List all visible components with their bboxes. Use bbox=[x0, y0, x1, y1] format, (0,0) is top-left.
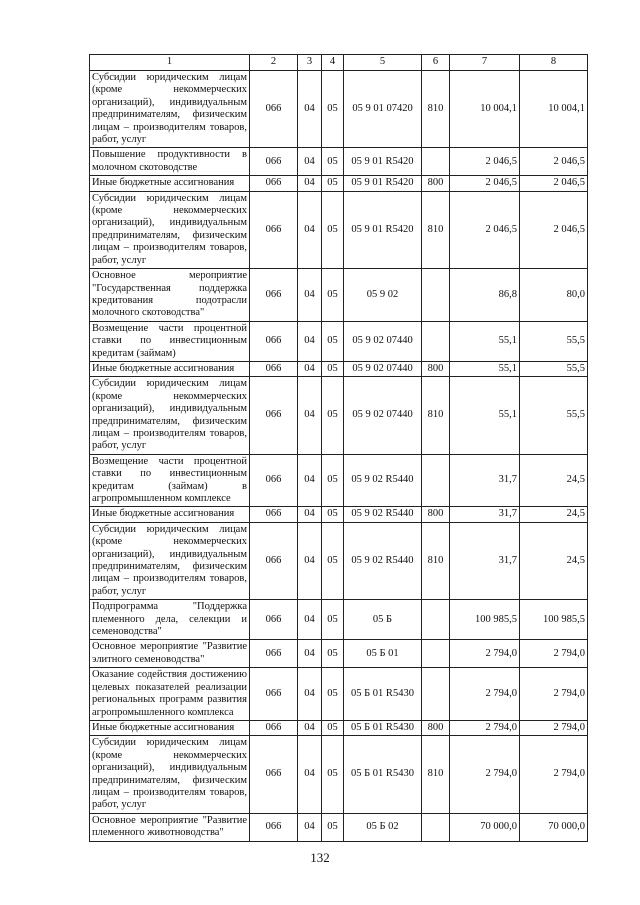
amount-col7-cell: 2 794,0 bbox=[450, 720, 520, 735]
amount-col8-cell: 2 794,0 bbox=[520, 668, 588, 721]
section-cell: 04 bbox=[298, 600, 322, 640]
table-row bbox=[90, 269, 588, 322]
row-name-cell: Повышение продуктивности в молочном скотоводстве bbox=[90, 148, 250, 176]
amount-col7-cell: 2 794,0 bbox=[450, 736, 520, 813]
amount-col7-cell: 100 985,5 bbox=[450, 600, 520, 640]
row-name-cell: Оказание содействия достижению целевых показателей реализации региональных программ развития агропромышленного комплекса bbox=[90, 668, 250, 721]
admin-code-cell: 066 bbox=[250, 361, 298, 376]
target-article-cell: 05 9 02 07440 bbox=[344, 361, 422, 376]
amount-col8-cell: 2 046,5 bbox=[520, 176, 588, 191]
admin-code-cell: 066 bbox=[250, 736, 298, 813]
table-header bbox=[90, 55, 588, 71]
amount-col7-cell: 2 046,5 bbox=[450, 191, 520, 268]
header-col-3: 3 bbox=[298, 55, 322, 71]
table-row bbox=[90, 813, 588, 841]
section-cell: 04 bbox=[298, 736, 322, 813]
header-col-6: 6 bbox=[422, 55, 450, 71]
amount-col8-cell: 24,5 bbox=[520, 522, 588, 599]
target-article-cell: 05 Б 01 R5430 bbox=[344, 720, 422, 735]
amount-col7-cell: 55,1 bbox=[450, 361, 520, 376]
section-cell: 04 bbox=[298, 361, 322, 376]
admin-code-cell: 066 bbox=[250, 377, 298, 454]
row-name-cell: Иные бюджетные ассигнования bbox=[90, 176, 250, 191]
header-col-2: 2 bbox=[250, 55, 298, 71]
table-row bbox=[90, 600, 588, 640]
table-row bbox=[90, 640, 588, 668]
target-article-cell: 05 9 02 07440 bbox=[344, 321, 422, 361]
header-col-1: 1 bbox=[90, 55, 250, 71]
subsection-cell: 05 bbox=[322, 377, 344, 454]
expense-type-cell: 800 bbox=[422, 507, 450, 522]
target-article-cell: 05 Б 01 R5430 bbox=[344, 736, 422, 813]
subsection-cell: 05 bbox=[322, 720, 344, 735]
table-row bbox=[90, 148, 588, 176]
section-cell: 04 bbox=[298, 191, 322, 268]
amount-col8-cell: 24,5 bbox=[520, 507, 588, 522]
amount-col7-cell: 2 046,5 bbox=[450, 176, 520, 191]
row-name-cell: Субсидии юридическим лицам (кроме некоммерческих организаций), индивидуальным предпринимателям, физическим лицам – производителям товаров, работ, услуг bbox=[90, 191, 250, 268]
admin-code-cell: 066 bbox=[250, 813, 298, 841]
section-cell: 04 bbox=[298, 813, 322, 841]
target-article-cell: 05 9 02 R5440 bbox=[344, 507, 422, 522]
admin-code-cell: 066 bbox=[250, 720, 298, 735]
expense-type-cell bbox=[422, 454, 450, 507]
amount-col8-cell: 55,5 bbox=[520, 321, 588, 361]
expense-type-cell: 810 bbox=[422, 522, 450, 599]
row-name-cell: Субсидии юридическим лицам (кроме некоммерческих организаций), индивидуальным предпринимателям, физическим лицам – производителям товаров, работ, услуг bbox=[90, 522, 250, 599]
subsection-cell: 05 bbox=[322, 600, 344, 640]
row-name-cell: Возмещение части процентной ставки по инвестиционным кредитам (займам) bbox=[90, 321, 250, 361]
amount-col7-cell: 2 046,5 bbox=[450, 148, 520, 176]
section-cell: 04 bbox=[298, 668, 322, 721]
target-article-cell: 05 9 01 07420 bbox=[344, 71, 422, 148]
table-row bbox=[90, 377, 588, 454]
subsection-cell: 05 bbox=[322, 148, 344, 176]
table-row bbox=[90, 191, 588, 268]
section-cell: 04 bbox=[298, 377, 322, 454]
expense-type-cell: 810 bbox=[422, 191, 450, 268]
admin-code-cell: 066 bbox=[250, 148, 298, 176]
subsection-cell: 05 bbox=[322, 813, 344, 841]
table-row bbox=[90, 361, 588, 376]
expense-type-cell bbox=[422, 148, 450, 176]
table-row bbox=[90, 668, 588, 721]
subsection-cell: 05 bbox=[322, 507, 344, 522]
subsection-cell: 05 bbox=[322, 176, 344, 191]
row-name-cell: Основное мероприятие "Развитие племенного животноводства" bbox=[90, 813, 250, 841]
admin-code-cell: 066 bbox=[250, 269, 298, 322]
expense-type-cell bbox=[422, 640, 450, 668]
expense-type-cell bbox=[422, 321, 450, 361]
amount-col8-cell: 2 794,0 bbox=[520, 640, 588, 668]
row-name-cell: Иные бюджетные ассигнования bbox=[90, 361, 250, 376]
table-row bbox=[90, 736, 588, 813]
amount-col8-cell: 55,5 bbox=[520, 377, 588, 454]
row-name-cell: Возмещение части процентной ставки по инвестиционным кредитам (займам) в агропромышленном комплексе bbox=[90, 454, 250, 507]
expense-type-cell bbox=[422, 813, 450, 841]
table-row bbox=[90, 176, 588, 191]
table-row bbox=[90, 454, 588, 507]
amount-col7-cell: 55,1 bbox=[450, 377, 520, 454]
admin-code-cell: 066 bbox=[250, 507, 298, 522]
admin-code-cell: 066 bbox=[250, 640, 298, 668]
admin-code-cell: 066 bbox=[250, 71, 298, 148]
target-article-cell: 05 9 02 R5440 bbox=[344, 522, 422, 599]
subsection-cell: 05 bbox=[322, 191, 344, 268]
row-name-cell: Иные бюджетные ассигнования bbox=[90, 720, 250, 735]
table-row bbox=[90, 522, 588, 599]
row-name-cell: Основное мероприятие "Развитие элитного семеноводства" bbox=[90, 640, 250, 668]
admin-code-cell: 066 bbox=[250, 321, 298, 361]
subsection-cell: 05 bbox=[322, 668, 344, 721]
admin-code-cell: 066 bbox=[250, 600, 298, 640]
expense-type-cell: 810 bbox=[422, 377, 450, 454]
amount-col7-cell: 2 794,0 bbox=[450, 668, 520, 721]
amount-col7-cell: 86,8 bbox=[450, 269, 520, 322]
row-name-cell: Субсидии юридическим лицам (кроме некоммерческих организаций), индивидуальным предпринимателям, физическим лицам – производителям товаров, работ, услуг bbox=[90, 377, 250, 454]
section-cell: 04 bbox=[298, 522, 322, 599]
amount-col7-cell: 55,1 bbox=[450, 321, 520, 361]
expense-type-cell: 800 bbox=[422, 361, 450, 376]
amount-col7-cell: 2 794,0 bbox=[450, 640, 520, 668]
amount-col8-cell: 100 985,5 bbox=[520, 600, 588, 640]
expense-type-cell: 810 bbox=[422, 736, 450, 813]
target-article-cell: 05 9 02 R5440 bbox=[344, 454, 422, 507]
row-name-cell: Субсидии юридическим лицам (кроме некоммерческих организаций), индивидуальным предпринимателям, физическим лицам – производителям товаров, работ, услуг bbox=[90, 71, 250, 148]
expense-type-cell bbox=[422, 600, 450, 640]
target-article-cell: 05 9 02 07440 bbox=[344, 377, 422, 454]
expense-type-cell: 800 bbox=[422, 720, 450, 735]
subsection-cell: 05 bbox=[322, 640, 344, 668]
table-row bbox=[90, 720, 588, 735]
amount-col8-cell: 2 046,5 bbox=[520, 148, 588, 176]
admin-code-cell: 066 bbox=[250, 191, 298, 268]
budget-table bbox=[89, 54, 588, 842]
subsection-cell: 05 bbox=[322, 361, 344, 376]
amount-col8-cell: 2 794,0 bbox=[520, 720, 588, 735]
expense-type-cell: 810 bbox=[422, 71, 450, 148]
target-article-cell: 05 9 02 bbox=[344, 269, 422, 322]
subsection-cell: 05 bbox=[322, 454, 344, 507]
section-cell: 04 bbox=[298, 71, 322, 148]
section-cell: 04 bbox=[298, 640, 322, 668]
amount-col8-cell: 24,5 bbox=[520, 454, 588, 507]
admin-code-cell: 066 bbox=[250, 454, 298, 507]
section-cell: 04 bbox=[298, 269, 322, 322]
target-article-cell: 05 9 01 R5420 bbox=[344, 176, 422, 191]
subsection-cell: 05 bbox=[322, 736, 344, 813]
section-cell: 04 bbox=[298, 507, 322, 522]
header-col-7: 7 bbox=[450, 55, 520, 71]
target-article-cell: 05 Б 01 bbox=[344, 640, 422, 668]
subsection-cell: 05 bbox=[322, 269, 344, 322]
amount-col7-cell: 31,7 bbox=[450, 522, 520, 599]
table-row bbox=[90, 321, 588, 361]
row-name-cell: Иные бюджетные ассигнования bbox=[90, 507, 250, 522]
target-article-cell: 05 9 01 R5420 bbox=[344, 191, 422, 268]
row-name-cell: Субсидии юридическим лицам (кроме некоммерческих организаций), индивидуальным предпринимателям, физическим лицам – производителям товаров, работ, услуг bbox=[90, 736, 250, 813]
table-body bbox=[90, 71, 588, 842]
row-name-cell: Подпрограмма "Поддержка племенного дела, селекции и семеноводства" bbox=[90, 600, 250, 640]
subsection-cell: 05 bbox=[322, 321, 344, 361]
section-cell: 04 bbox=[298, 148, 322, 176]
amount-col8-cell: 70 000,0 bbox=[520, 813, 588, 841]
target-article-cell: 05 Б 02 bbox=[344, 813, 422, 841]
page-number: 132 bbox=[310, 850, 330, 865]
expense-type-cell bbox=[422, 668, 450, 721]
amount-col8-cell: 2 046,5 bbox=[520, 191, 588, 268]
amount-col7-cell: 70 000,0 bbox=[450, 813, 520, 841]
target-article-cell: 05 9 01 R5420 bbox=[344, 148, 422, 176]
section-cell: 04 bbox=[298, 176, 322, 191]
amount-col8-cell: 10 004,1 bbox=[520, 71, 588, 148]
header-col-5: 5 bbox=[344, 55, 422, 71]
header-col-4: 4 bbox=[322, 55, 344, 71]
target-article-cell: 05 Б bbox=[344, 600, 422, 640]
amount-col8-cell: 80,0 bbox=[520, 269, 588, 322]
header-col-8: 8 bbox=[520, 55, 588, 71]
header-row bbox=[90, 55, 588, 71]
section-cell: 04 bbox=[298, 454, 322, 507]
admin-code-cell: 066 bbox=[250, 668, 298, 721]
target-article-cell: 05 Б 01 R5430 bbox=[344, 668, 422, 721]
amount-col7-cell: 31,7 bbox=[450, 454, 520, 507]
expense-type-cell: 800 bbox=[422, 176, 450, 191]
admin-code-cell: 066 bbox=[250, 522, 298, 599]
amount-col7-cell: 10 004,1 bbox=[450, 71, 520, 148]
subsection-cell: 05 bbox=[322, 522, 344, 599]
section-cell: 04 bbox=[298, 321, 322, 361]
subsection-cell: 05 bbox=[322, 71, 344, 148]
admin-code-cell: 066 bbox=[250, 176, 298, 191]
table-row bbox=[90, 507, 588, 522]
table-row bbox=[90, 71, 588, 148]
amount-col7-cell: 31,7 bbox=[450, 507, 520, 522]
amount-col8-cell: 2 794,0 bbox=[520, 736, 588, 813]
row-name-cell: Основное мероприятие "Государственная поддержка кредитования подотрасли молочного скотоводства" bbox=[90, 269, 250, 322]
expense-type-cell bbox=[422, 269, 450, 322]
section-cell: 04 bbox=[298, 720, 322, 735]
amount-col8-cell: 55,5 bbox=[520, 361, 588, 376]
